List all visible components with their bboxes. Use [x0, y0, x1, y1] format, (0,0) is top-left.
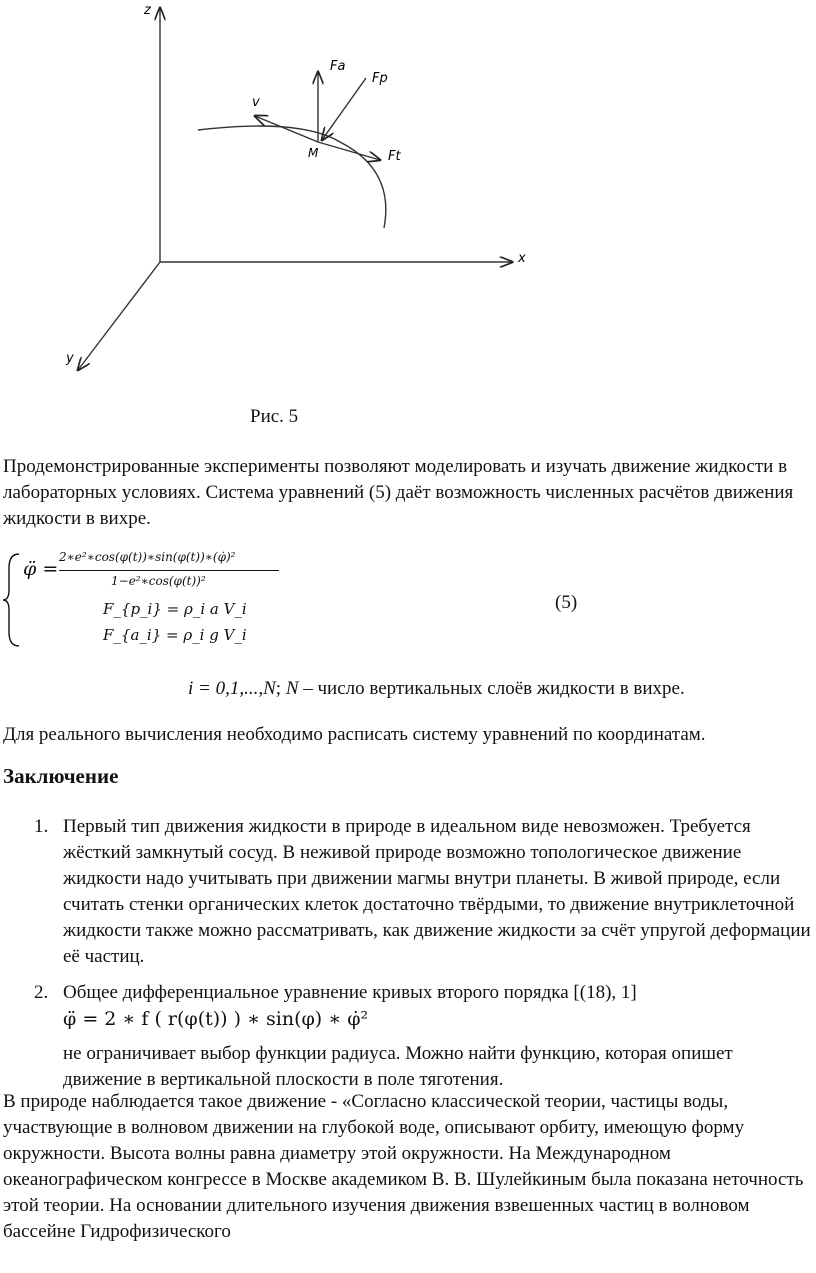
fp-vector	[322, 78, 366, 140]
list-item-2-number: 2.	[34, 982, 49, 1003]
fa-equation: F_{a_i} = ρ_i g V_i	[103, 626, 247, 644]
paragraph-nature: В природе наблюдается такое движение - «Согласно классической теории, частицы воды, участвующие в волновом движении на глубокой воде, описывают орбиту, имеющую форму окружности. Высота волны равна диаметру этой окружности. На Международном океанографическом конгрессе в Москве академиком В. В. Шулейкиным была показана неточность этой теории. На основании длительного изучения движения взвешенных частиц в волновом бассейне Гидрофизического	[3, 1091, 804, 1242]
index-note	[188, 676, 685, 702]
list-item-1-number: 1.	[34, 816, 49, 837]
phi-ddot-lhs: φ̈ =	[23, 558, 59, 580]
index-n: N	[285, 678, 299, 699]
list-item-2-continuation: не ограничивает выбор функции радиуса. Можно найти функцию, которая опишет движение в вертикальной плоскости в поле тяготения.	[63, 1043, 733, 1090]
left-brace	[3, 550, 23, 650]
index-description: – число вертикальных слоёв жидкости в вихре.	[303, 678, 685, 699]
paragraph-intro: Продемонстрированные эксперименты позволяют моделировать и изучать движение жидкости в лабораторных условиях. Система уравнений (5) даёт возможность численных расчётов движения жидкости в вихре.	[3, 456, 794, 529]
v-label: v	[252, 95, 260, 110]
m-label: M	[308, 146, 319, 160]
list-item-2-equation: φ̈ = 2 ∗ f ( r(φ(t)) ) ∗ sin(φ) ∗ φ̇²	[63, 1008, 369, 1030]
ft-label: Ft	[388, 149, 401, 164]
list-item-1-text: Первый тип движения жидкости в природе в идеальном виде невозможен. Требуется жёсткий замкнутый сосуд. В неживой природе возможно топологическое движение жидкости надо учитывать при движении магмы внутри планеты. В живой природе, если считать стенки органических клеток достаточно твёрдыми, то движение внутриклеточной жидкости также можно рассматривать, как движение жидкости за счёт упругой деформации её частиц.	[63, 816, 811, 967]
v-vector	[255, 116, 318, 142]
trajectory-curve	[198, 126, 386, 228]
index-sep: ;	[275, 678, 282, 699]
index-range: i = 0,1,...,N	[188, 678, 276, 699]
figure-coordinate-diagram	[0, 0, 560, 390]
paragraph-coordinates: Для реального вычисления необходимо расписать систему уравнений по координатам.	[3, 724, 706, 745]
fraction-numerator: 2∗e²∗cos(φ(t))∗sin(φ(t))∗(φ̇)²	[59, 550, 236, 564]
equation-system	[3, 550, 813, 650]
figure-caption: Рис. 5	[250, 406, 299, 427]
fa-label: Fa	[330, 59, 346, 74]
fp-equation: F_{p_i} = ρ_i a V_i	[103, 600, 247, 618]
list-item-2-text: Общее дифференциальное уравнение кривых второго порядка [(18), 1]	[63, 982, 637, 1003]
equation-number: (5)	[555, 592, 578, 613]
fp-label: Fp	[372, 71, 388, 86]
fraction-bar	[59, 570, 279, 571]
y-axis	[78, 262, 160, 370]
z-axis-label: z	[144, 3, 151, 18]
section-heading: Заключение	[3, 764, 119, 788]
fraction-denominator: 1−e²∗cos(φ(t))²	[111, 574, 206, 588]
ft-vector	[318, 142, 380, 160]
y-axis-label: y	[66, 351, 74, 366]
x-axis-label: x	[518, 251, 526, 266]
